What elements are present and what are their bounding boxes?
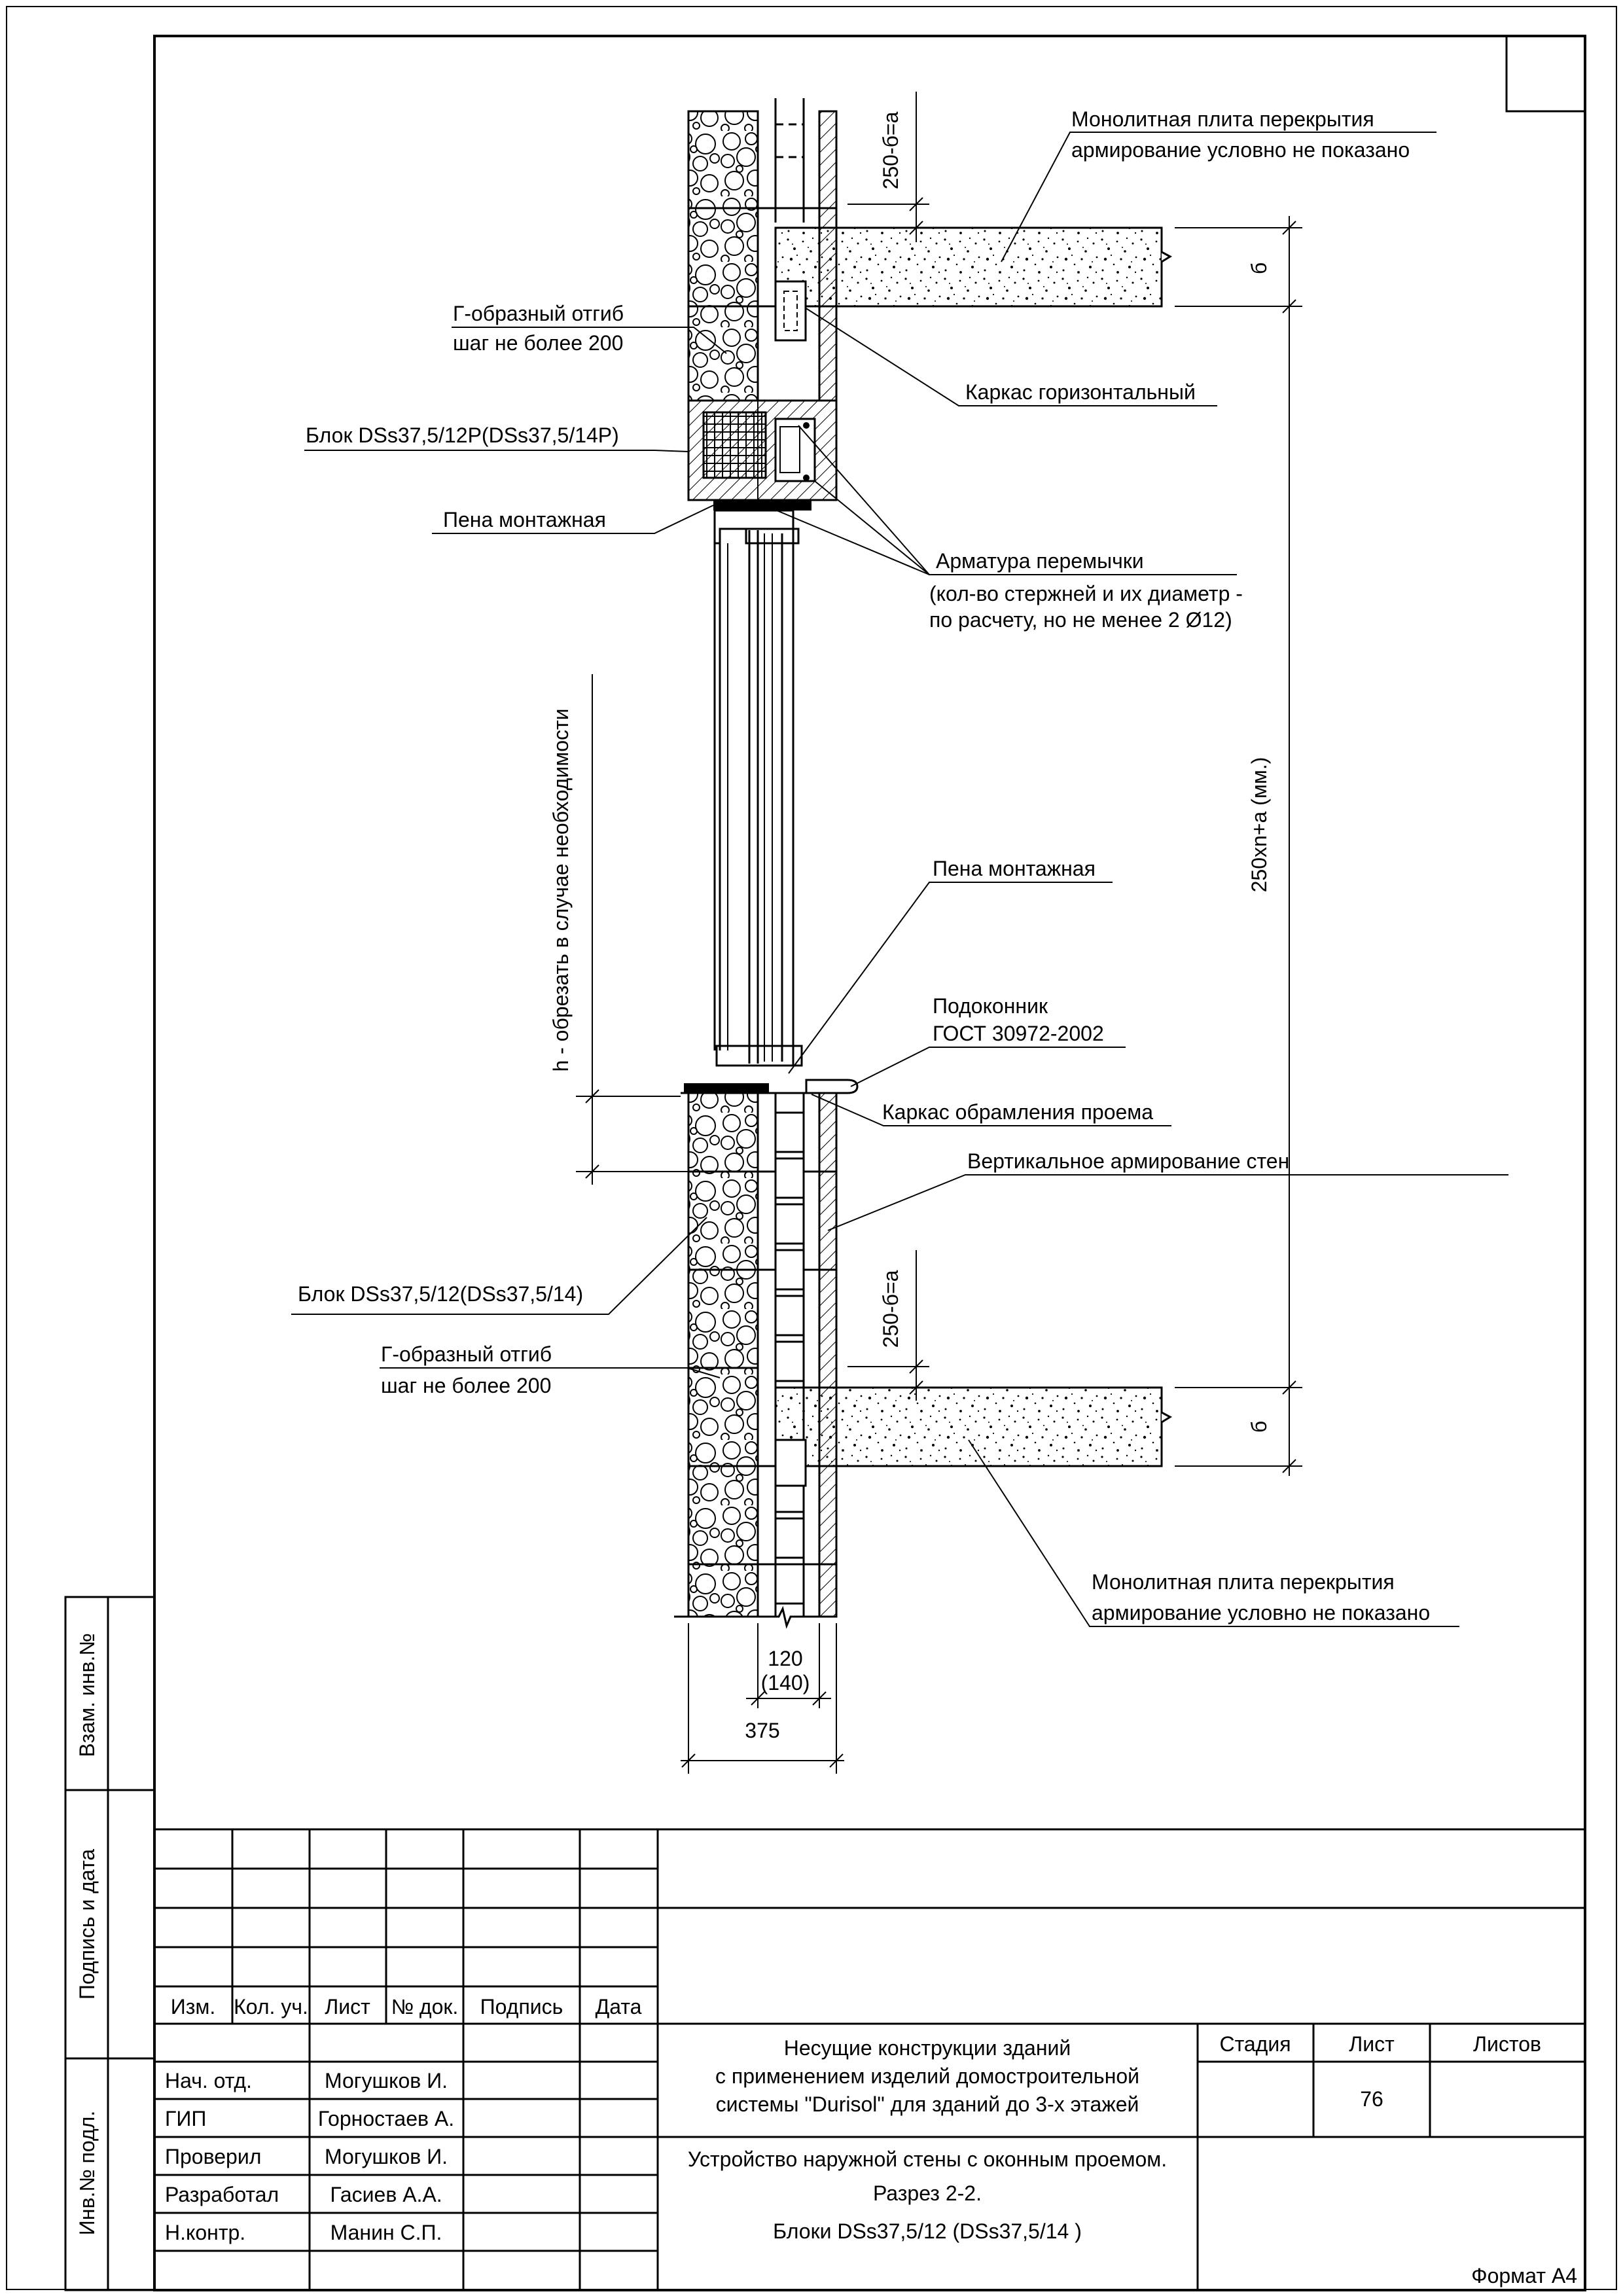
person-name: Могушков И. bbox=[324, 2069, 448, 2092]
title-block-columns bbox=[171, 1995, 642, 2018]
col-signature: Подпись bbox=[480, 1995, 563, 2018]
col-doc: № док. bbox=[391, 1995, 459, 2018]
stage-label: Стадия bbox=[1219, 2032, 1291, 2056]
label-slab-bottom-2: армирование условно не показано bbox=[1092, 1601, 1431, 1624]
label-foam-top: Пена монтажная bbox=[443, 508, 606, 531]
foam-bottom-strip bbox=[684, 1083, 769, 1092]
label-bend-top-2: шаг не более 200 bbox=[453, 331, 624, 355]
drawing-title-2: Разрез 2-2. bbox=[873, 2181, 982, 2205]
project-title-1: Несущие конструкции зданий bbox=[783, 2036, 1071, 2060]
label-slab-top-1: Монолитная плита перекрытия bbox=[1071, 107, 1374, 131]
project-title-3: системы "Durisol" для зданий до 3-х этажей bbox=[715, 2092, 1139, 2116]
drawing-title-1: Устройство наружной стены с оконным проемом. bbox=[687, 2147, 1168, 2171]
label-frame-horizontal: Каркас горизонтальный bbox=[965, 380, 1196, 404]
sheet-number: 76 bbox=[1360, 2087, 1383, 2111]
lintel-insulation bbox=[704, 412, 766, 478]
upper-wall-pebble-core bbox=[688, 111, 758, 401]
sheets-label: Листов bbox=[1473, 2032, 1541, 2056]
person-role: Разработал bbox=[165, 2183, 279, 2206]
label-block-wall: Блок DSs37,5/12(DSs37,5/14) bbox=[298, 1282, 584, 1306]
dim-height-total: 250xn+a (мм.) bbox=[1247, 757, 1271, 893]
person-role: Н.контр. bbox=[165, 2221, 246, 2244]
person-name: Могушков И. bbox=[324, 2145, 448, 2168]
label-lintel-rebar-2: (кол-во стержней и их диаметр - bbox=[929, 582, 1243, 605]
label-lintel-rebar-3: по расчету, но не менее 2 Ø12) bbox=[929, 608, 1232, 632]
col-qty: Кол. уч. bbox=[234, 1995, 308, 2018]
person-role: Проверил bbox=[165, 2145, 262, 2168]
lintel-rebar-bottom bbox=[803, 475, 810, 481]
dim-trim-note: h - обрезать в случае необходимости bbox=[549, 708, 573, 1072]
label-sill-2: ГОСТ 30972-2002 bbox=[933, 1022, 1104, 1045]
upper-slab bbox=[776, 228, 1162, 306]
label-foam-bottom: Пена монтажная bbox=[933, 857, 1096, 880]
upper-slab-edge-frame bbox=[776, 281, 806, 340]
label-sill-1: Подоконник bbox=[933, 994, 1048, 1018]
window-sill bbox=[806, 1080, 857, 1093]
lower-slab bbox=[776, 1388, 1162, 1466]
lintel-core bbox=[776, 419, 815, 481]
project-title-2: с применением изделий домостроительной bbox=[715, 2064, 1140, 2088]
lintel-rebar-top bbox=[803, 422, 810, 429]
drawing-title-3: Блоки DSs37,5/12 (DSs37,5/14 ) bbox=[773, 2219, 1082, 2243]
dim-slab-top: б bbox=[1247, 262, 1271, 275]
side-stamp-inv-orig: Инв.№ подл. bbox=[75, 2110, 99, 2236]
foam-top-strip bbox=[713, 500, 812, 511]
label-bend-bottom-1: Г-образный отгиб bbox=[381, 1342, 552, 1366]
label-frame-opening: Каркас обрамления проема bbox=[882, 1100, 1154, 1124]
person-name: Гасиев А.А. bbox=[330, 2183, 442, 2206]
label-block-lintel: Блок DSs37,5/12P(DSs37,5/14P) bbox=[306, 423, 619, 447]
side-stamp bbox=[65, 1597, 154, 2290]
col-date: Дата bbox=[595, 1995, 642, 2018]
side-stamp-replace-inv: Взам. инв.№ bbox=[75, 1633, 99, 1757]
dim-top-offset: 250-б=а bbox=[879, 111, 902, 190]
upper-slab-break bbox=[1162, 228, 1170, 306]
person-role: Нач. отд. bbox=[165, 2069, 252, 2092]
label-slab-top-2: армирование условно не показано bbox=[1071, 138, 1410, 162]
col-sheet: Лист bbox=[325, 1995, 370, 2018]
dimension-lines bbox=[576, 92, 1302, 1774]
dim-bottom-offset: 250-б=а bbox=[879, 1270, 902, 1348]
dim-core-width: 120 bbox=[768, 1647, 803, 1670]
dim-slab-bottom: б bbox=[1247, 1420, 1271, 1433]
person-name: Горностаев А. bbox=[317, 2107, 455, 2130]
person-name: Манин С.П. bbox=[330, 2221, 442, 2244]
side-stamp-sign-date: Подпись и дата bbox=[75, 1848, 99, 2000]
sheet-label: Лист bbox=[1349, 2032, 1395, 2056]
label-slab-bottom-1: Монолитная плита перекрытия bbox=[1092, 1570, 1395, 1594]
lower-slab-break bbox=[1162, 1388, 1170, 1466]
lower-core-cells bbox=[776, 1113, 804, 1604]
window-frame bbox=[715, 524, 802, 1066]
label-bend-bottom-2: шаг не более 200 bbox=[381, 1374, 552, 1397]
format-label: Формат А4 bbox=[1471, 2264, 1577, 2287]
person-role: ГИП bbox=[165, 2107, 207, 2130]
dim-wall-width: 375 bbox=[745, 1719, 780, 1742]
dim-core-width-alt: (140) bbox=[760, 1671, 810, 1695]
wall-section bbox=[674, 98, 1170, 1626]
label-bend-top-1: Г-образный отгиб bbox=[453, 302, 624, 325]
col-rev: Изм. bbox=[170, 1995, 216, 2018]
label-vertical-rebar: Вертикальное армирование стен bbox=[967, 1149, 1290, 1173]
label-lintel-rebar-1: Арматура перемычки bbox=[936, 549, 1144, 573]
